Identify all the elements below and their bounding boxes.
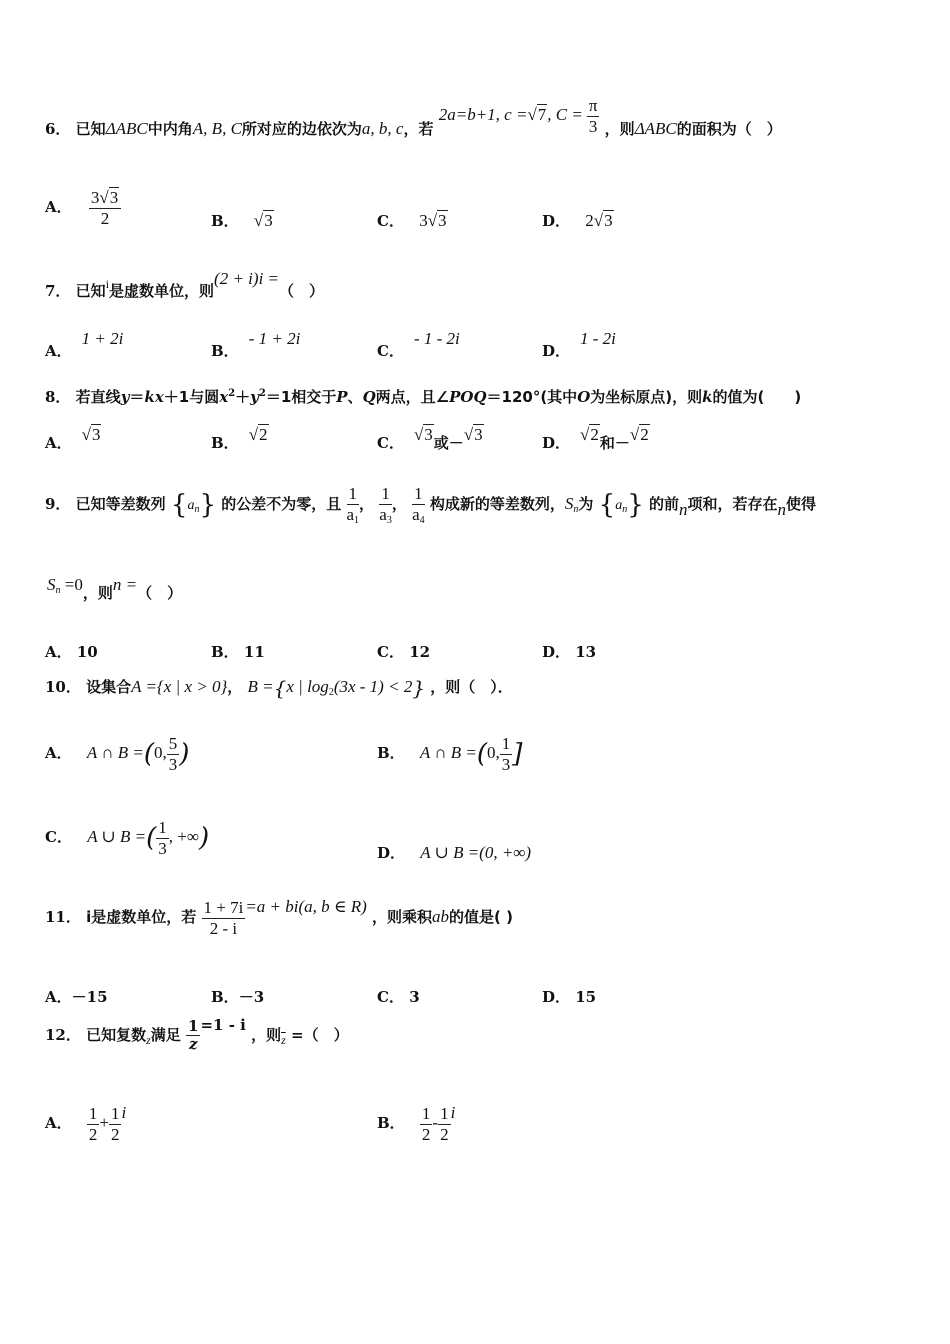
question-number: 6． [45,119,71,138]
question-stem: 11． i是虚数单位，若 $\frac{1 + 7i}{2 - i}$ =a + bi(a, b ∈ R) ，则乘积ab的值是( ) [45,897,513,938]
option-9b[interactable]: B． 11 [211,643,265,661]
question-stem: 8． 若直线y＝kx＋1与圆$x^2+y^2=1$相交于P、Q两点，且∠POQ＝120°(其中O为坐标原点)，则k的值为( ) [45,388,802,406]
question-number: 10． [45,678,81,696]
option-8a[interactable]: A． √3 [45,425,101,452]
question-stem: 9． 已知等差数列 $\{a_n\}$ 的公差不为零，且 $\frac{1}{a_1}$ ， $\frac{1}{a_3}$ ， $\frac{1}{a_4}$ 构成新的等差数列，$S_n$为 $\{a_n\}$ 的前n项和，若存在n使得 [45,484,817,526]
question-stem: 10． 设集合A ={x | x > 0}， B ={x | $\log_2(3x - 1) < 2$} ，则（ ）． [45,676,513,701]
option-10b[interactable]: B． A ∩ B =(0, $\frac{1}{3}$ ] [377,734,523,774]
option-8b[interactable]: B． √2 [211,425,268,452]
option-9a[interactable]: A． 10 [45,643,98,661]
option-6d[interactable]: D． 2√3 [542,211,613,230]
option-6a[interactable]: A． $\frac{3√3}{2}$ [45,188,121,228]
option-9d[interactable]: D． 13 [542,643,597,661]
option-8d[interactable]: D． √2和－√2 [542,425,649,452]
option-7c[interactable]: C．- 1 - 2i [377,329,460,360]
option-8c[interactable]: C． √3或－√3 [377,425,483,452]
question-stem: 6． 已知ΔABC中内角A, B, C所对应的边依次为a, b, c，若 2a=b+1, c =√7, C = $\frac{\pi}{3}$ ，则ΔABC的面积为（ ） [45,96,782,138]
option-9c[interactable]: C． 12 [377,643,431,661]
option-7b[interactable]: B．- 1 + 2i [211,329,301,360]
option-12b[interactable]: B． $\frac{1}{2}$ - $\frac{1}{2}$ i [377,1102,456,1144]
question-stem-line2: $S_n =0$，则n =（ ） [47,575,183,602]
option-11a[interactable]: A．－15 [45,988,108,1006]
question-stem: 7． 已知$^i$是虚数单位，则(2 + i)i =（ ） [45,269,325,300]
option-10d[interactable]: D． A ∪ B =(0, +∞) [377,843,532,862]
option-6c[interactable]: C． 3√3 [377,211,447,230]
option-6b[interactable]: B． √3 [211,211,273,230]
option-7a[interactable]: A．1 + 2i [45,329,124,360]
option-11d[interactable]: D． 15 [542,988,597,1006]
question-number: 9． [45,495,71,514]
option-7d[interactable]: D．1 - 2i [542,329,616,360]
question-number: 8． [45,388,71,406]
question-number: 11． [45,908,81,927]
option-10a[interactable]: A． A ∩ B =(0, $\frac{5}{3}$ ) [45,734,190,774]
option-12a[interactable]: A． $\frac{1}{2}$ + $\frac{1}{2}$ i [45,1102,127,1144]
question-number: 12． [45,1025,81,1044]
question-stem: 12． 已知复数$_z$满足 $\frac{1}{z}$ =1 - i ，则$_{\overline{z}}$ =（ ） [45,1015,349,1054]
question-number: 7． [45,282,71,300]
option-10c[interactable]: C． A ∪ B =( $\frac{1}{3}$ , +∞) [45,818,210,858]
option-11b[interactable]: B．－3 [211,988,265,1006]
option-11c[interactable]: C． 3 [377,988,420,1006]
